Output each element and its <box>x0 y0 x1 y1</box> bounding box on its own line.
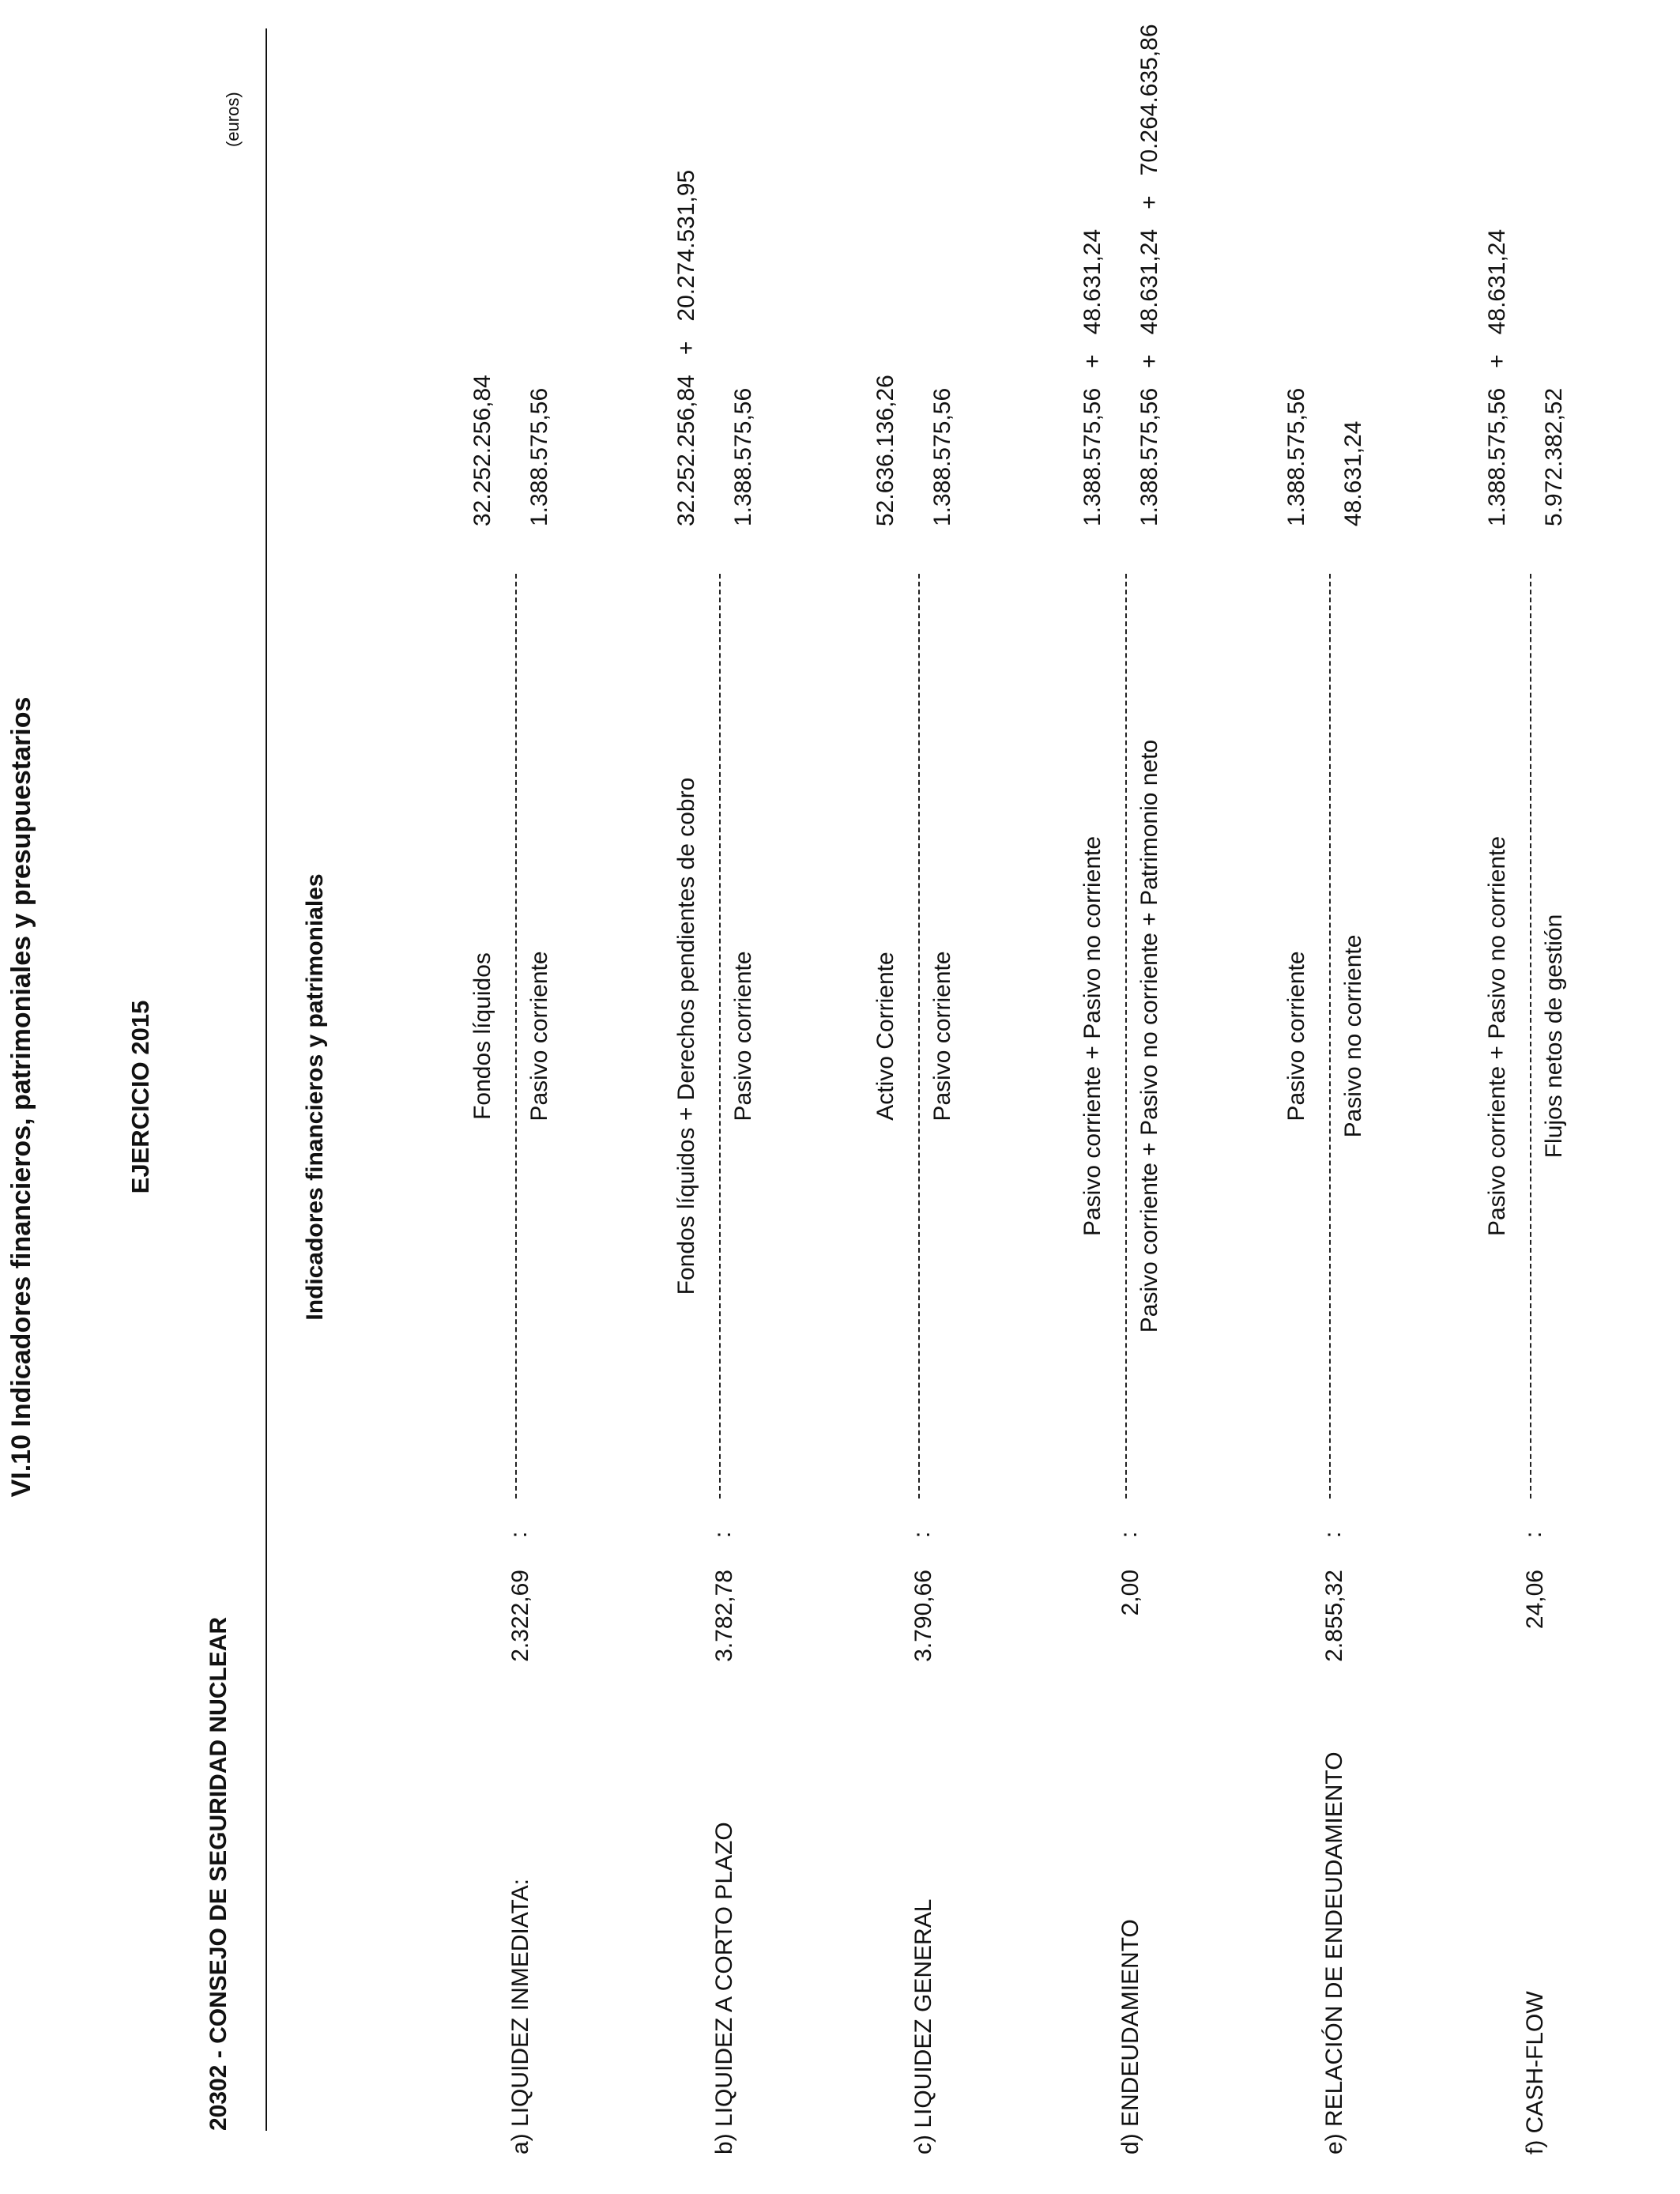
entity-name: 20302 - CONSEJO DE SEGURIDAD NUCLEAR <box>205 1616 232 2131</box>
indicator-colon: : <box>506 1531 532 1538</box>
numerator-label: Activo Corriente <box>872 952 898 1121</box>
denominator-label: Pasivo corriente + Pasivo no corriente + Patrimonio neto <box>1136 739 1162 1333</box>
numerator-values: 32.252.256,84 <box>469 375 495 526</box>
denominator-label: Pasivo corriente <box>526 951 552 1122</box>
denominator-values: 1.388.575,56 <box>929 387 955 526</box>
indicator-value: 3.782,78 <box>711 1570 737 1662</box>
fraction-divider <box>1530 574 1531 1498</box>
indicator-colon: : <box>1520 1531 1546 1538</box>
numerator-label: Fondos líquidos <box>469 952 495 1120</box>
numerator-label: Pasivo corriente <box>1283 951 1309 1122</box>
indicator-row <box>662 0 773 2194</box>
denominator-label: Pasivo corriente <box>730 951 756 1122</box>
indicator-name: a) LIQUIDEZ INMEDIATA: <box>507 1879 533 2154</box>
denominator-label: Flujos netos de gestión <box>1541 914 1567 1159</box>
denominator-label: Pasivo no corriente <box>1340 934 1366 1138</box>
fraction-divider <box>1125 574 1127 1498</box>
numerator-values: 52.636.136,26 <box>872 375 898 526</box>
fraction-divider <box>918 574 920 1498</box>
indicator-value: 2,00 <box>1117 1570 1143 1616</box>
denominator-values: 48.631,24 <box>1340 420 1366 526</box>
header-rule <box>266 28 267 2131</box>
indicator-row <box>1272 0 1383 2194</box>
fraction-divider <box>1329 574 1331 1498</box>
indicator-name: b) LIQUIDEZ A CORTO PLAZO <box>711 1822 737 2154</box>
numerator-values: 1.388.575,56 + 48.631,24 <box>1079 228 1106 526</box>
denominator-values: 1.388.575,56 <box>730 387 756 526</box>
indicator-colon: : <box>909 1531 935 1538</box>
indicator-value: 2.322,69 <box>507 1570 533 1662</box>
indicator-row <box>458 0 569 2194</box>
indicator-colon: : <box>710 1531 736 1538</box>
denominator-values: 1.388.575,56 <box>526 387 552 526</box>
indicator-name: e) RELACIÓN DE ENDEUDAMIENTO <box>1321 1751 1347 2154</box>
indicator-row <box>1473 0 1584 2194</box>
indicator-value: 2.855,32 <box>1321 1570 1347 1662</box>
numerator-values: 1.388.575,56 + 48.631,24 <box>1484 228 1510 526</box>
indicator-name: c) LIQUIDEZ GENERAL <box>910 1898 936 2154</box>
numerator-label: Fondos líquidos + Derechos pendientes de cobro <box>673 777 699 1295</box>
fraction-divider <box>719 574 721 1498</box>
numerator-label: Pasivo corriente + Pasivo no corriente <box>1484 835 1510 1237</box>
fraction-divider <box>515 574 517 1498</box>
indicator-value: 3.790,66 <box>910 1570 936 1662</box>
indicator-colon: : <box>1320 1531 1346 1538</box>
fiscal-year-heading: EJERCICIO 2015 <box>126 1000 154 1194</box>
numerator-label: Pasivo corriente + Pasivo no corriente <box>1079 835 1106 1237</box>
page-title: VI.10 Indicadores financieros, patrimoniales y presupuestarios <box>6 696 36 1498</box>
indicator-value: 24,06 <box>1522 1570 1548 1630</box>
numerator-values: 1.388.575,56 <box>1283 387 1309 526</box>
indicator-row <box>1068 0 1179 2194</box>
denominator-values: 1.388.575,56 + 48.631,24 + 70.264.635,86 <box>1136 24 1162 526</box>
section-title: Indicadores financieros y patrimoniales <box>302 873 328 1321</box>
units-label: (euros) <box>223 92 243 147</box>
indicator-name: d) ENDEUDAMIENTO <box>1117 1919 1143 2154</box>
indicator-row <box>861 0 972 2194</box>
indicator-name: f) CASH-FLOW <box>1522 1991 1548 2154</box>
denominator-label: Pasivo corriente <box>929 951 955 1122</box>
indicator-colon: : <box>1116 1531 1142 1538</box>
denominator-values: 5.972.382,52 <box>1541 387 1567 526</box>
numerator-values: 32.252.256,84 + 20.274.531,95 <box>673 169 699 526</box>
